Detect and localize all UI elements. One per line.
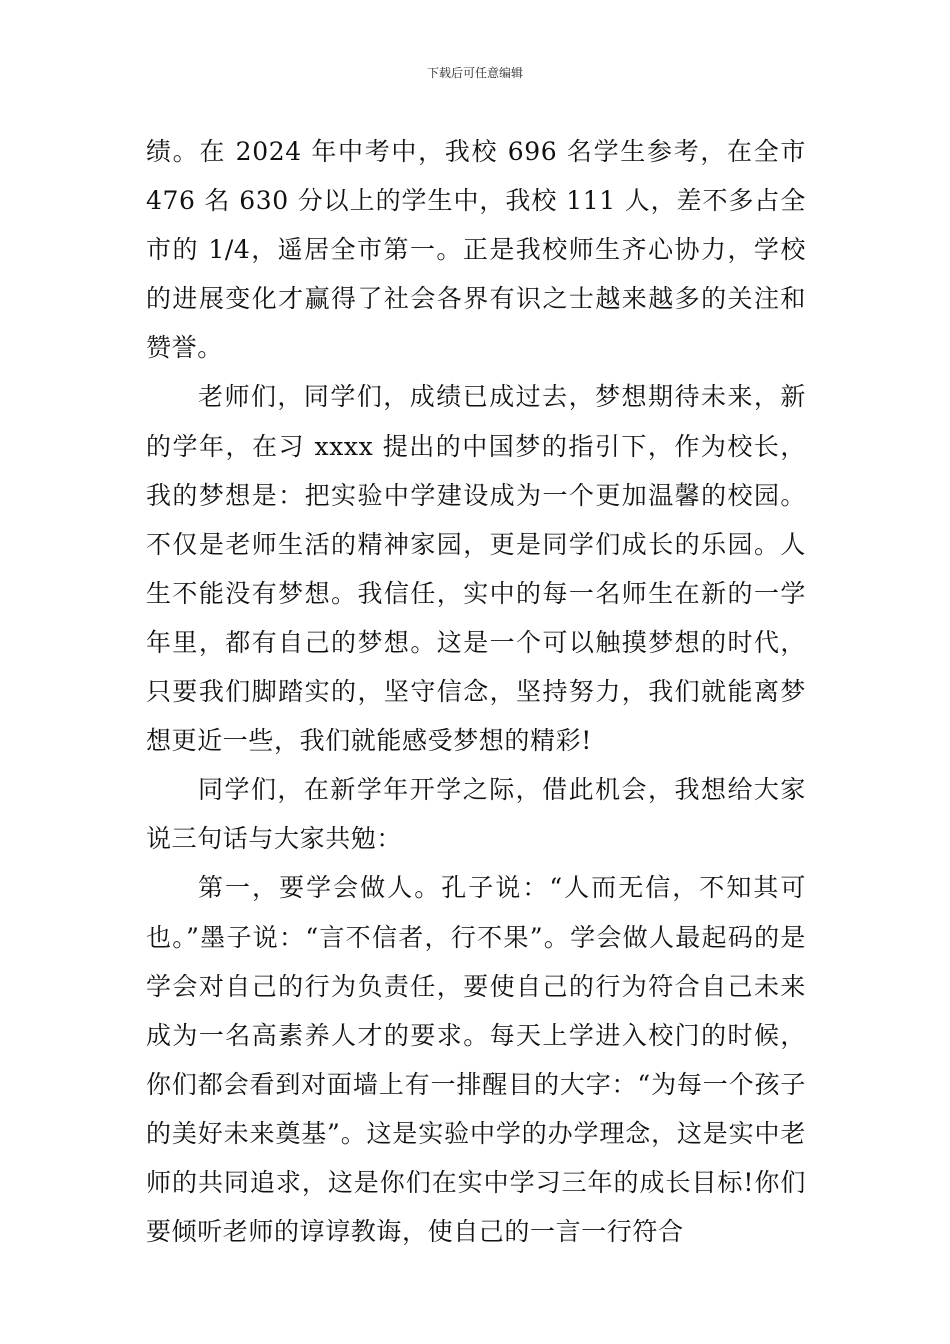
page-header: 下载后可任意编辑 (426, 66, 523, 80)
paragraph-three-words: 同学们，在新学年开学之际，借此机会，我想给大家说三句话与大家共勉： (146, 775, 806, 854)
paragraph-learn-to-be-a-person: 第一，要学会做人。孔子说：“人而无信，不知其可也。”墨子说：“言不信者，行不果”。学会做人最起码的是学会对自己的行为负责任，要使自己的行为符合自己未来成为一名高素养人才的要求。每天上学进入校门的时候，你们都会看到对面墙上有一排醒目的大字：“为每一个孩子的美好未来奠基”。这是实验中学的办学理念，这是实中老师的共同追求，这是你们在实中学习三年的成长目标!你们要倾听老师的谆谆教诲，使自己的一言一行符合 (146, 873, 806, 1247)
paragraph-dream: 老师们，同学们，成绩已成过去，梦想期待未来，新的学年，在习 xxxx 提出的中国梦的指引下，作为校长，我的梦想是：把实验中学建设成为一个更加温馨的校园。不仅是老师生活的精神家园，更是同学们成长的乐园。人生不能没有梦想。我信任，实中的每一名师生在新的一学年里，都有自己的梦想。这是一个可以触摸梦想的时代，只要我们脚踏实的，坚守信念，坚持努力，我们就能离梦想更近一些，我们就能感受梦想的精彩! (146, 382, 806, 756)
document-body (146, 127, 806, 1256)
paragraph-achievements: 绩。在 2024 年中考中，我校 696 名学生参考，在全市 476 名 630 分以上的学生中，我校 111 人，差不多占全市的 1/4，遥居全市第一。正是我校师生齐心协力，学校的进展变化才赢得了社会各界有识之士越来越多的关注和赞誉。 (146, 137, 806, 363)
